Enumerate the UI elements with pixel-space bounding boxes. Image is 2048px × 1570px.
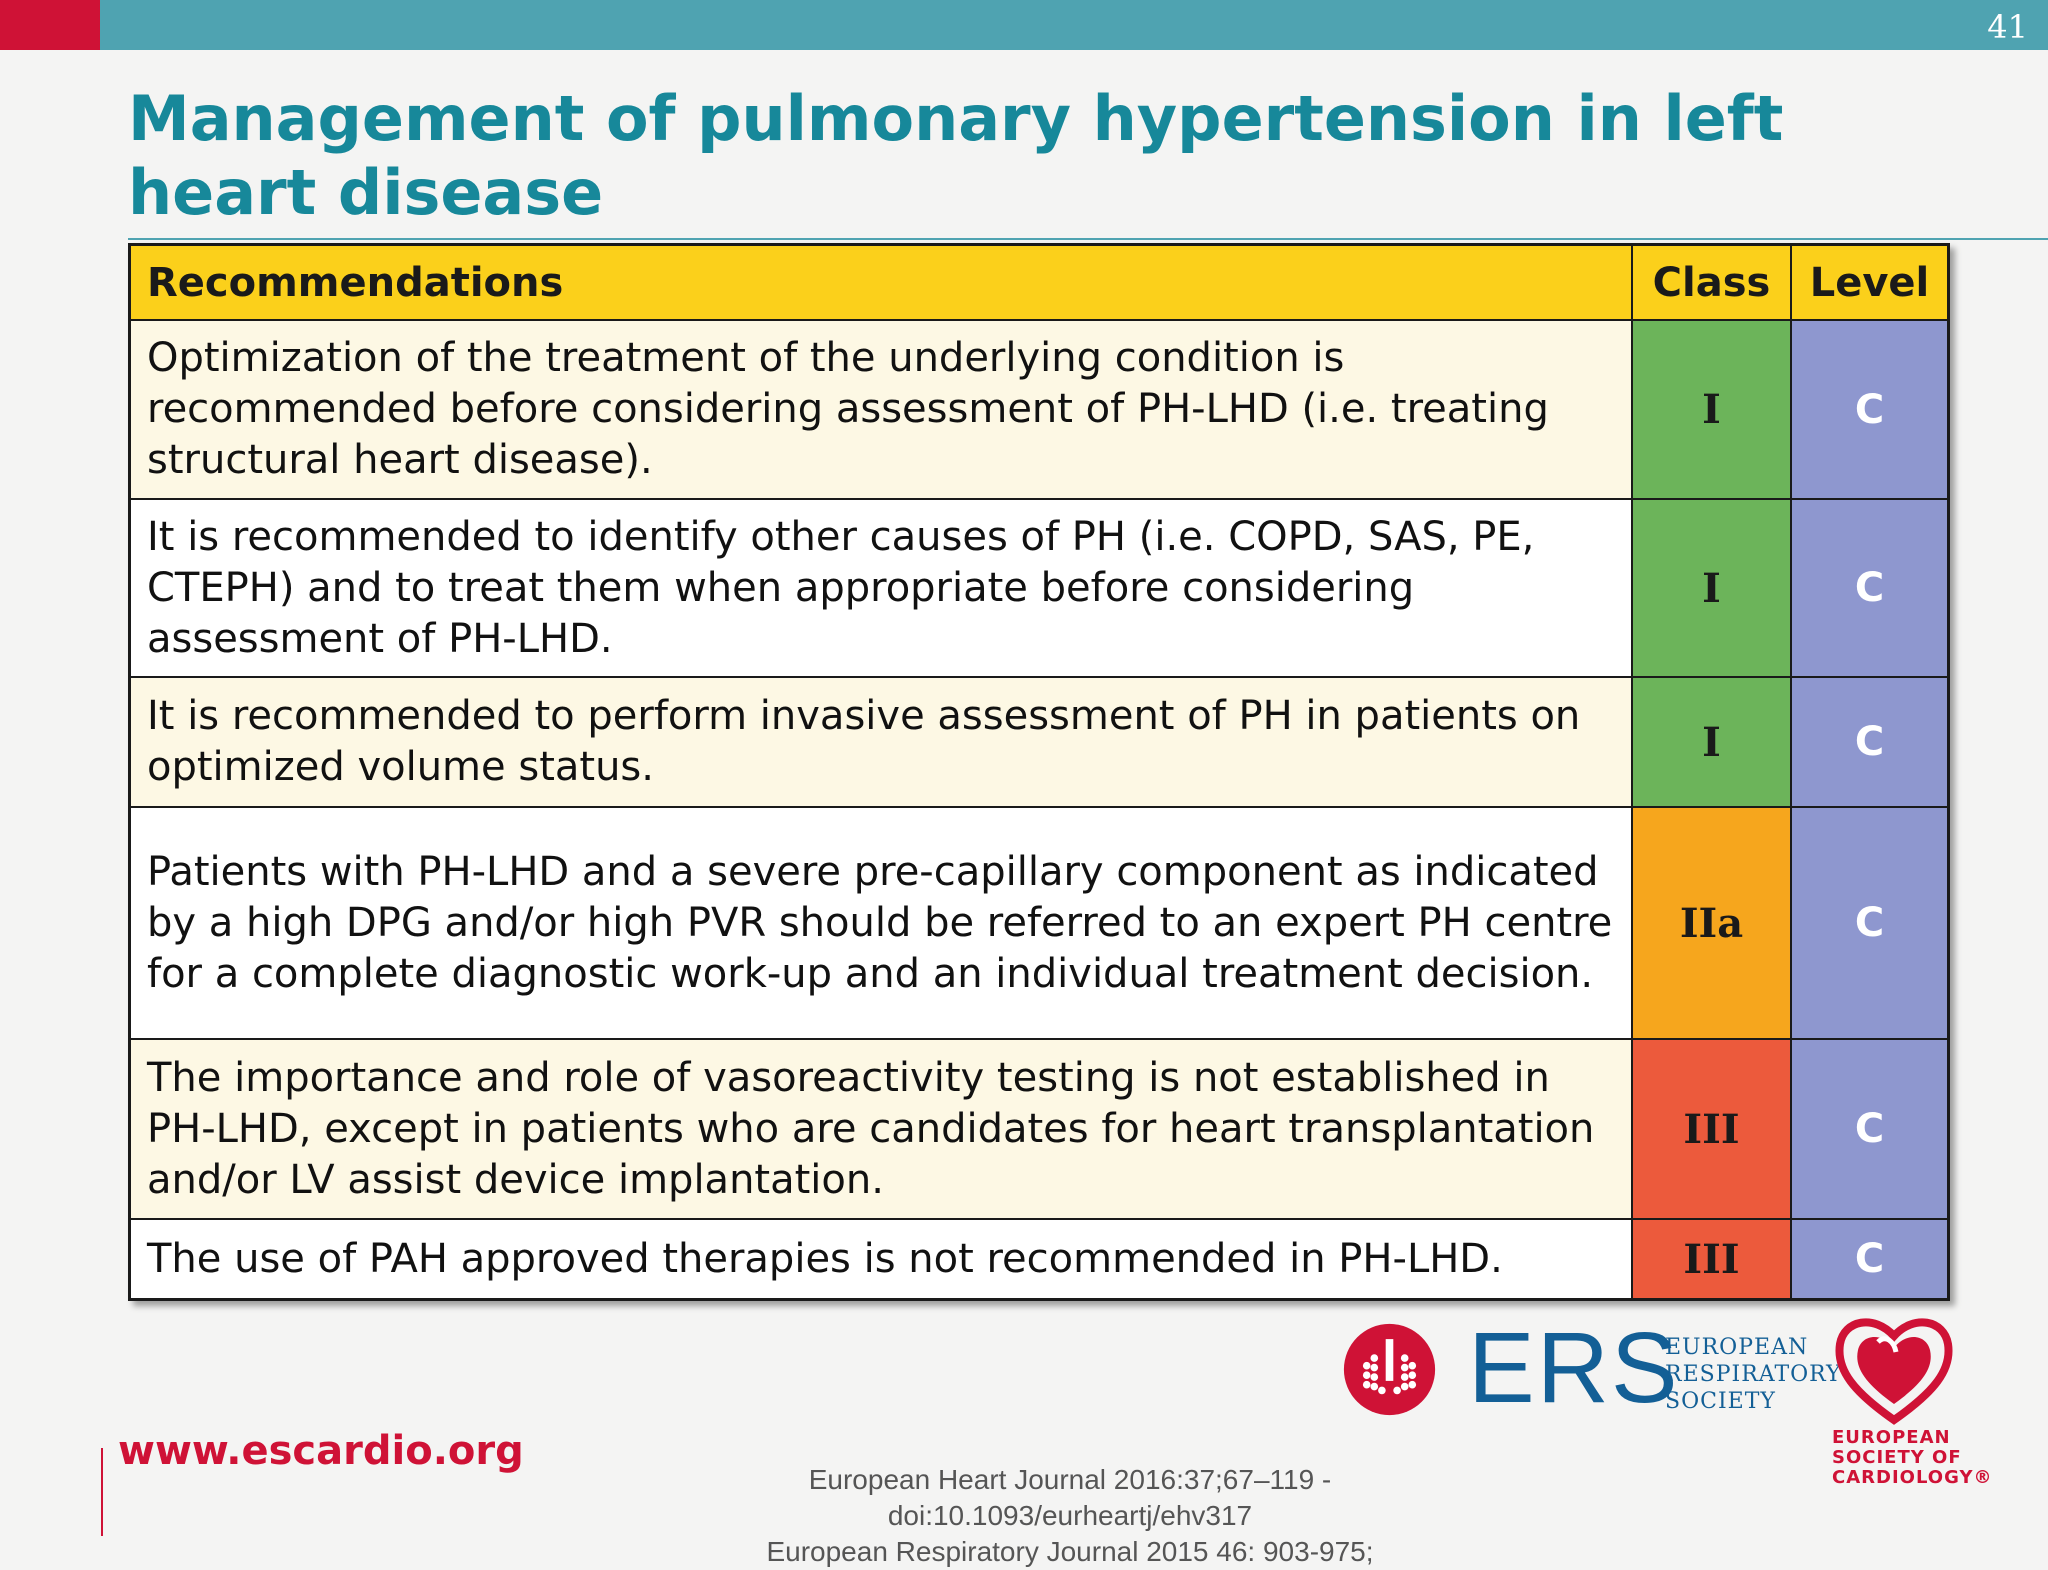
ers-subtitle-line: EUROPEAN (1665, 1335, 1809, 1360)
recommendation-text: The use of PAH approved therapies is not recommended in PH-LHD. (130, 1219, 1633, 1300)
esc-logo-line: CARDIOLOGY® (1832, 1467, 1993, 1488)
title-divider (128, 238, 2048, 240)
level-cell: C (1791, 1219, 1949, 1300)
class-cell: III (1632, 1219, 1791, 1300)
recommendation-text: The importance and role of vasoreactivity testing is not established in PH-LHD, except in patients who are candidates for heart transplantation and/or LV assist device implantation. (130, 1039, 1633, 1219)
table-row (130, 807, 1949, 1039)
reference-line: European Heart Journal 2016:37;67–119 -doi:10.1093/eurheartj/ehv317 (808, 1464, 1332, 1531)
heart-icon (1834, 1312, 1954, 1427)
level-cell: C (1791, 677, 1949, 807)
recommendation-text: Optimization of the treatment of the underlying condition is recommended before considering assessment of PH-LHD (i.e. treating structural heart disease). (130, 320, 1633, 499)
esc-logo-text (1832, 1428, 1992, 1488)
class-cell: I (1632, 499, 1791, 677)
table-row (130, 320, 1949, 499)
ers-subtitle-line: RESPIRATORY (1665, 1362, 1842, 1387)
recommendation-text: It is recommended to identify other causes of PH (i.e. COPD, SAS, PE, CTEPH) and to treat them when appropriate before considering assessment of PH-LHD. (130, 499, 1633, 677)
header-class: Class (1632, 245, 1791, 321)
lungs-icon (1342, 1322, 1437, 1417)
page-title: Management of pulmonary hypertension in left heart disease (128, 82, 1784, 229)
esc-logo-line: EUROPEAN (1832, 1427, 1951, 1448)
level-cell: C (1791, 807, 1949, 1039)
reference-line: European Respiratory Journal 2015 46: 903-975; (766, 1536, 1374, 1567)
class-cell: IIa (1632, 807, 1791, 1039)
footer-left-rule (101, 1448, 103, 1536)
level-cell: C (1791, 499, 1949, 677)
ers-logo-text: ERS (1468, 1312, 1680, 1424)
class-cell: III (1632, 1039, 1791, 1219)
page-number: 41 (1987, 8, 2028, 46)
table-row (130, 1039, 1949, 1219)
table-row (130, 677, 1949, 807)
header-level: Level (1791, 245, 1949, 321)
class-cell: I (1632, 320, 1791, 499)
top-bar-red-block (0, 0, 100, 50)
level-cell: C (1791, 320, 1949, 499)
class-cell: I (1632, 677, 1791, 807)
ers-subtitle (1665, 1334, 1842, 1415)
esc-logo-line: SOCIETY OF (1832, 1447, 1962, 1468)
recommendations-table (128, 243, 1950, 1301)
ers-subtitle-line: SOCIETY (1665, 1389, 1776, 1414)
top-bar (0, 0, 2048, 50)
table-row (130, 499, 1949, 677)
recommendation-text: Patients with PH-LHD and a severe pre-capillary component as indicated by a high DPG and/or high PVR should be referred to an expert PH centre for a complete diagnostic work-up and an individual treatment decision. (130, 807, 1633, 1039)
recommendation-text: It is recommended to perform invasive assessment of PH in patients on optimized volume status. (130, 677, 1633, 807)
header-recommendations: Recommendations (130, 245, 1633, 321)
level-cell: C (1791, 1039, 1949, 1219)
table-row (130, 1219, 1949, 1300)
footer-url[interactable]: www.escardio.org (118, 1428, 524, 1474)
table-header-row (130, 245, 1949, 321)
footer-references (640, 1462, 1500, 1570)
